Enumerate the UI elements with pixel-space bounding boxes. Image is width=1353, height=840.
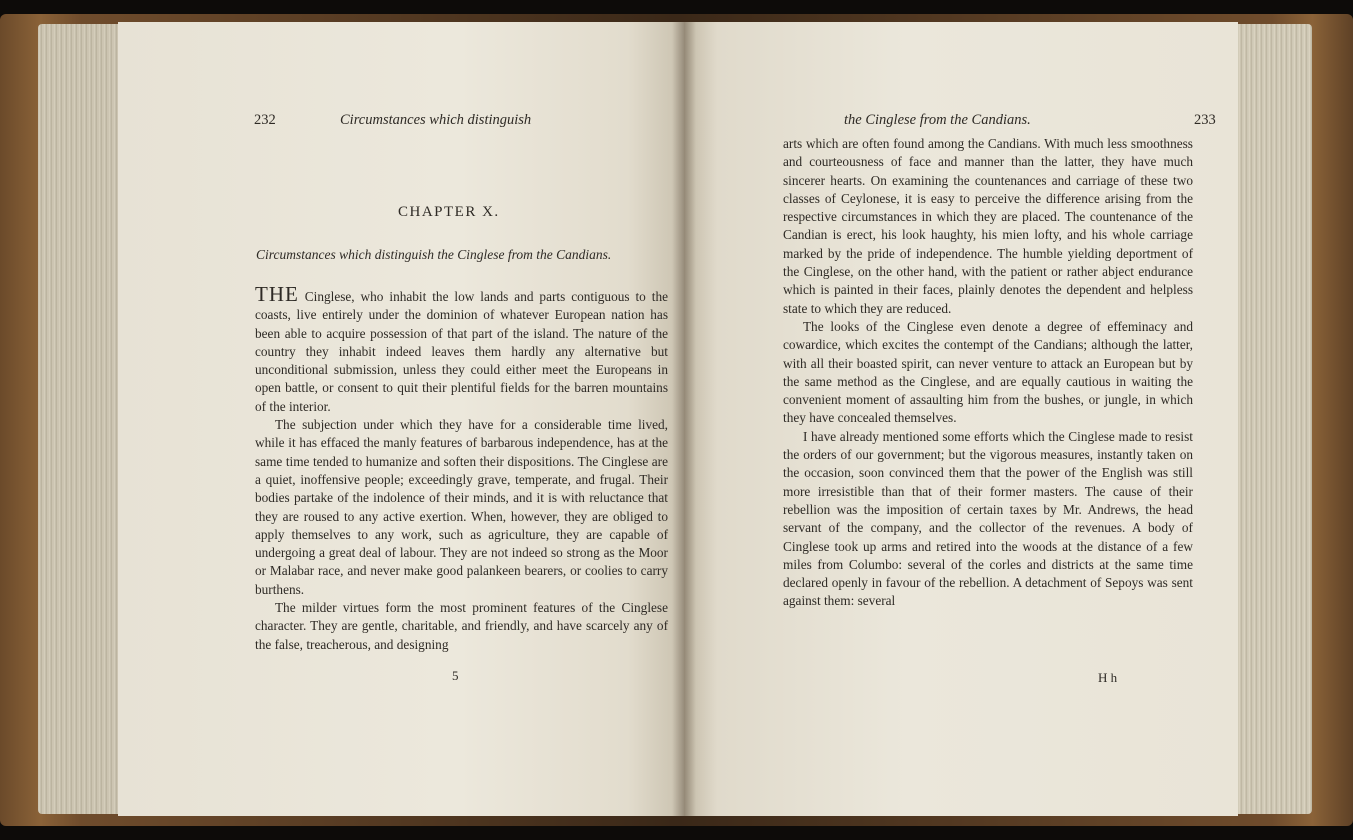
paragraph-1: THE Cinglese, who inhabit the low lands and parts contiguous to the coasts, live entirely under the dominion of whatever European nation has been able to acquire possession of that part of the island. The nature of the country they inhabit indeed leaves them hardly any alternative but unconditional submission, unless they could either meet the Europeans in open battle, or consent to quit their plentiful fields for the barren mountains of the interior. bbox=[255, 282, 668, 414]
paragraph-6: I have already mentioned some efforts which the Cinglese made to resist the orders of our government; but the vigorous measures, instantly taken on the occasion, soon convinced them that the power of the English was still more irresistible than that of their former masters. The cause of their rebellion was the imposition of certain taxes by Mr. Andrews, the head servant of the company, and the collector of the revenues. A body of Cinglese took up arms and retired into the woods at the distance of a few miles from Columbo: several of the corles and districts at the same time declared openly in favour of the rebellion. A detachment of Sepoys was sent against them: several bbox=[783, 428, 1193, 609]
left-page-number: 232 bbox=[254, 112, 276, 128]
left-running-header bbox=[340, 112, 531, 129]
right-page-number: 233 bbox=[1194, 112, 1216, 128]
right-page-edges bbox=[1238, 24, 1312, 814]
right-running-header bbox=[844, 112, 1031, 129]
right-signature-mark: H h bbox=[1098, 670, 1118, 685]
paragraph-2: The subjection under which they have for a considerable time lived, while it has effaced the manly features of barbarous independence, has at the same time tended to humanize and soften their dispositions. The Cinglese are a quiet, inoffensive people; exceedingly grave, temperate, and frugal. Their bodies partake of the indolence of their minds, and it is with reluctance that they are roused to any active exertion. When, however, they are obliged to apply themselves to any work, such as agriculture, they are capable of undergoing a great deal of labour. They are not indeed so strong as the Moor or Malabar race, and never make good palankeen bearers, or coolies to carry burthens. bbox=[255, 417, 668, 597]
book-gutter bbox=[672, 22, 696, 816]
left-signature-mark: 5 bbox=[452, 668, 459, 683]
left-page bbox=[118, 22, 684, 816]
drop-cap: THE bbox=[255, 282, 299, 306]
left-body-text bbox=[255, 282, 668, 654]
chapter-subtitle: Circumstances which distinguish the Cinglese from the Candians. bbox=[256, 247, 612, 262]
left-running-title: Circumstances which distinguish bbox=[340, 112, 532, 128]
right-running-title: the Cinglese from the Candians. bbox=[844, 112, 1031, 128]
chapter-heading: CHAPTER X. bbox=[398, 204, 500, 220]
paragraph-3: The milder virtues form the most prominent features of the Cinglese character. They are gentle, charitable, and friendly, and have scarcely any of the false, treacherous, and designing bbox=[255, 600, 668, 652]
paragraph-5: The looks of the Cinglese even denote a degree of effeminacy and cowardice, which excites the contempt of the Candians; although the latter, with all their boasted spirit, can never venture to attack an European but by the same method as the Cinglese, and are equally cautious in waiting the convenient moment of assaulting him from the bushes, or jungle, in which they have concealed themselves. bbox=[783, 318, 1193, 426]
paragraph-4: arts which are often found among the Candians. With much less smoothness and courteousness of face and manner than the latter, they have much sincerer hearts. On examining the countenances and carriage of these two classes of Ceylonese, it is easy to perceive the difference arising from the respective circumstances in which they are placed. The countenance of the Candian is erect, his look haughty, his mien lofty, and his whole carriage marked by the pride of independence. The humble yielding deportment of the Cinglese, on the other hand, with the patient or rather abject endurance which is painted in their faces, plainly denotes the dependent and helpless state to which they are reduced. bbox=[783, 136, 1193, 316]
right-page bbox=[684, 22, 1238, 816]
right-body-text bbox=[783, 135, 1193, 611]
left-page-edges bbox=[38, 24, 118, 814]
